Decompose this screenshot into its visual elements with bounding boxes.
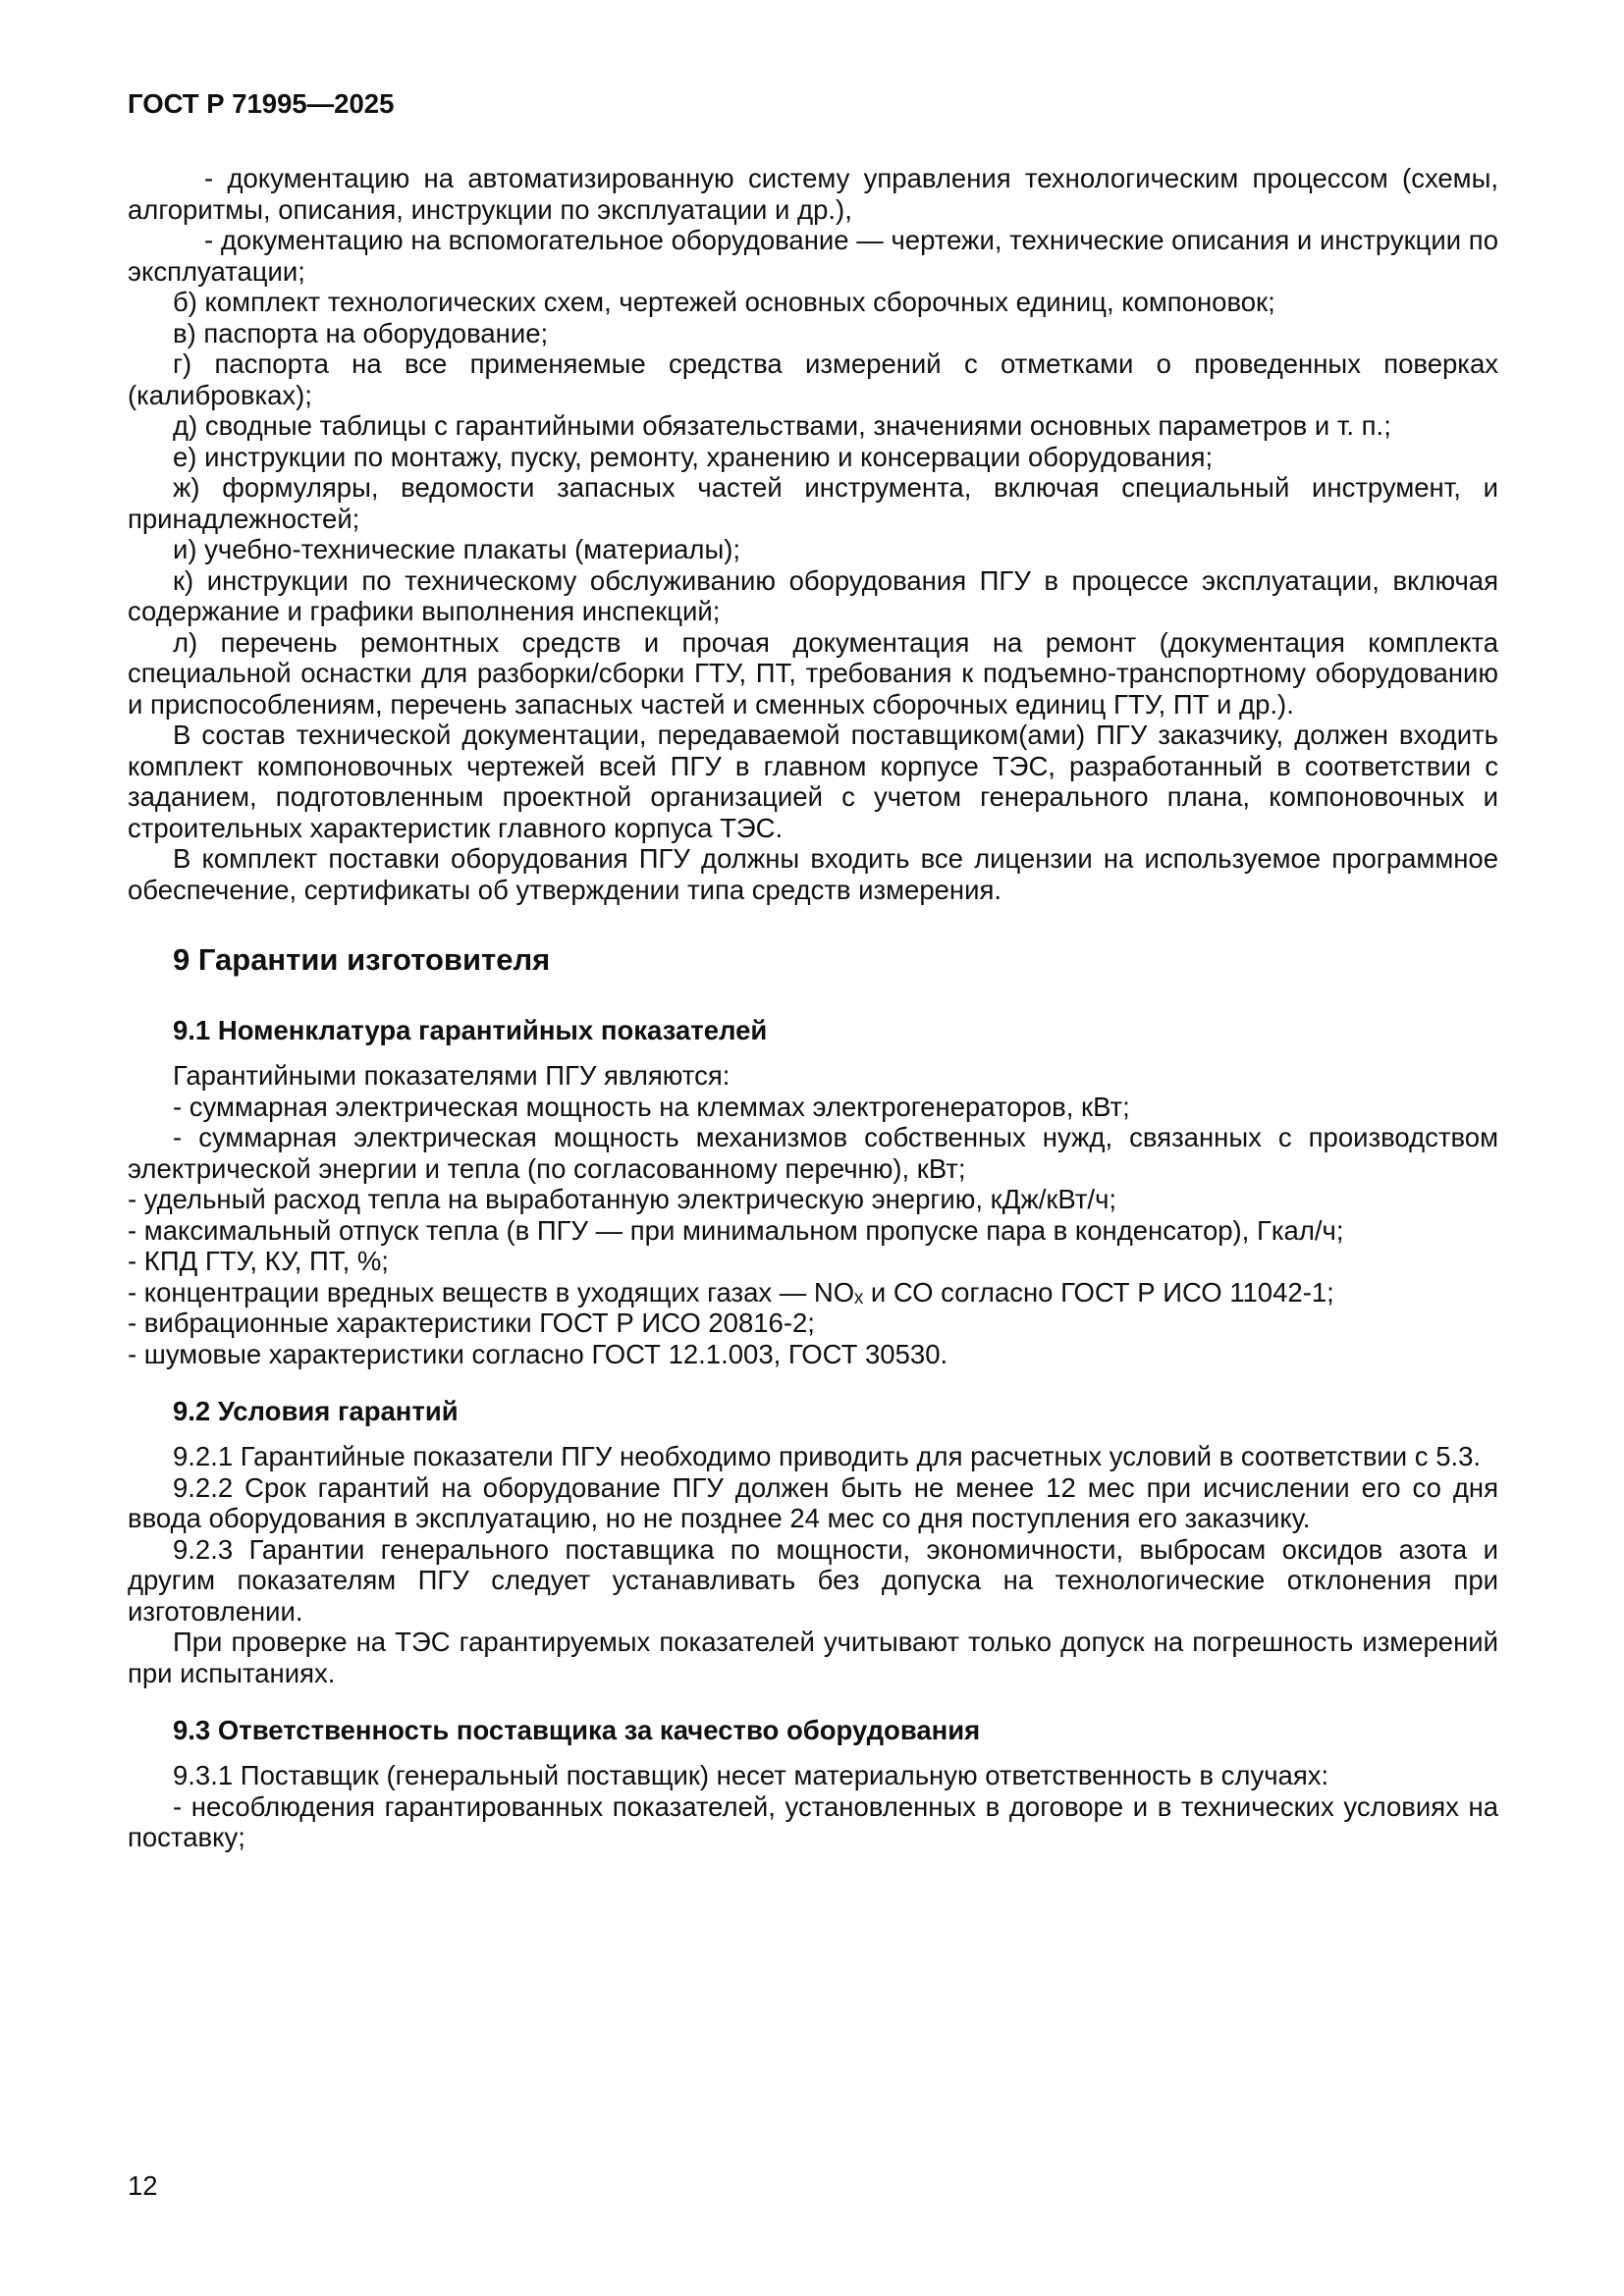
list-item: - КПД ГТУ, КУ, ПТ, %; [128,1246,389,1276]
document-body [128,163,1498,1853]
list-item: е) инструкции по монтажу, пуску, ремонту, хранению и консервации оборудования; [173,441,1214,472]
list-item: - удельный расход тепла на выработанную электрическую энергию, кДж/кВт/ч; [128,1184,1117,1214]
list-item: л) перечень ремонтных средств и прочая документация на ремонт (документация комплекта специальной оснастки для разборки/сборки ГТУ, ПТ, требования к подъемно-транспортному оборудованию и приспособлениям, перечень запасных частей и сменных сборочных единиц ГТУ, ПТ и др.). [128,626,1498,720]
list-item: - шумовые характеристики согласно ГОСТ 12.1.003, ГОСТ 30530. [128,1338,948,1369]
list-item: - суммарная электрическая мощность на клеммах электрогенераторов, кВт; [173,1091,1130,1122]
subsection-heading: 9.3 Ответственность поставщика за качество оборудования [173,1715,981,1745]
paragraph: 9.3.1 Поставщик (генеральный поставщик) несет материальную ответственность в случаях: [173,1760,1329,1790]
paragraph: В комплект поставки оборудования ПГУ должны входить все лицензии на используемое программное обеспечение, сертификаты об утверждении типа средств измерения. [128,843,1498,905]
list-item: - вибрационные характеристики ГОСТ Р ИСО 20816-2; [128,1308,815,1338]
list-item: б) комплект технологических схем, чертежей основных сборочных единиц, компоновок; [173,287,1275,317]
list-item: к) инструкции по техническому обслуживанию оборудования ПГУ в процессе эксплуатации, включая содержание и графики выполнения инспекций; [128,564,1498,626]
list-item: - максимальный отпуск тепла (в ПГУ — при минимальном пропуске пара в конденсатор), Гкал/ч; [128,1214,1344,1246]
list-item: - документацию на вспомогательное оборудование — чертежи, технические описания и инструкции по эксплуатации; [128,225,1498,287]
document-designation: ГОСТ Р 71995—2025 [128,88,395,119]
paragraph: При проверке на ТЭС гарантируемых показателей учитывают только допуск на погрешность измерений при испытаниях. [128,1627,1498,1688]
list-item: д) сводные таблицы с гарантийными обязательствами, значениями основных параметров и т. п.; [173,410,1391,441]
list-item: - несоблюдения гарантированных показателей, установленных в договоре и в технических условиях на поставку; [128,1790,1498,1852]
list-item: и) учебно-технические плакаты (материалы); [173,534,741,564]
paragraph: 9.2.3 Гарантии генерального поставщика по мощности, экономичности, выбросам оксидов азота и другим показателям ПГУ следует устанавливать без допуска на технологические отклонения при изготовлении. [128,1533,1498,1627]
paragraph: 9.2.1 Гарантийные показатели ПГУ необходимо приводить для расчетных условий в соответствии с 5.3. [173,1441,1482,1471]
subsection-heading: 9.2 Условия гарантий [173,1396,459,1426]
paragraph: 9.2.2 Срок гарантий на оборудование ПГУ должен быть не менее 12 мес при исчислении его со дня ввода оборудования в эксплуатацию, но не позднее 24 мес со дня поступления его заказчику. [128,1471,1498,1533]
paragraph: Гарантийными показателями ПГУ являются: [173,1060,731,1091]
list-item: - суммарная электрическая мощность механизмов собственных нужд, связанных с производством электрической энергии и тепла (по согласованному перечню), кВт; [128,1122,1498,1184]
section-heading: 9 Гарантии изготовителя [173,942,551,977]
page-number: 12 [128,2170,158,2201]
paragraph: В состав технической документации, передаваемой поставщиком(ами) ПГУ заказчику, должен входить комплект компоновочных чертежей всей ПГУ в главном корпусе ТЭС, разработанный в соответствии с заданием, подготовленным проектной организацией с учетом генерального плана, компоновочных и строительных характеристик главного корпуса ТЭС. [128,720,1498,843]
subsection-heading: 9.1 Номенклатура гарантийных показателей [173,1015,768,1045]
list-item: г) паспорта на все применяемые средства измерений с отметками о проведенных поверках (калибровках); [128,348,1498,410]
list-item: - документацию на автоматизированную систему управления технологическим процессом (схемы, алгоритмы, описания, инструкции по эксплуатации и др.), [128,163,1498,225]
list-item: ж) формуляры, ведомости запасных частей инструмента, включая специальный инструмент, и принадлежностей; [128,472,1498,534]
list-item: в) паспорта на оборудование; [173,317,549,348]
list-item: - концентрации вредных веществ в уходящих газах — NOₓ и СО согласно ГОСТ Р ИСО 11042-1; [128,1276,1334,1308]
